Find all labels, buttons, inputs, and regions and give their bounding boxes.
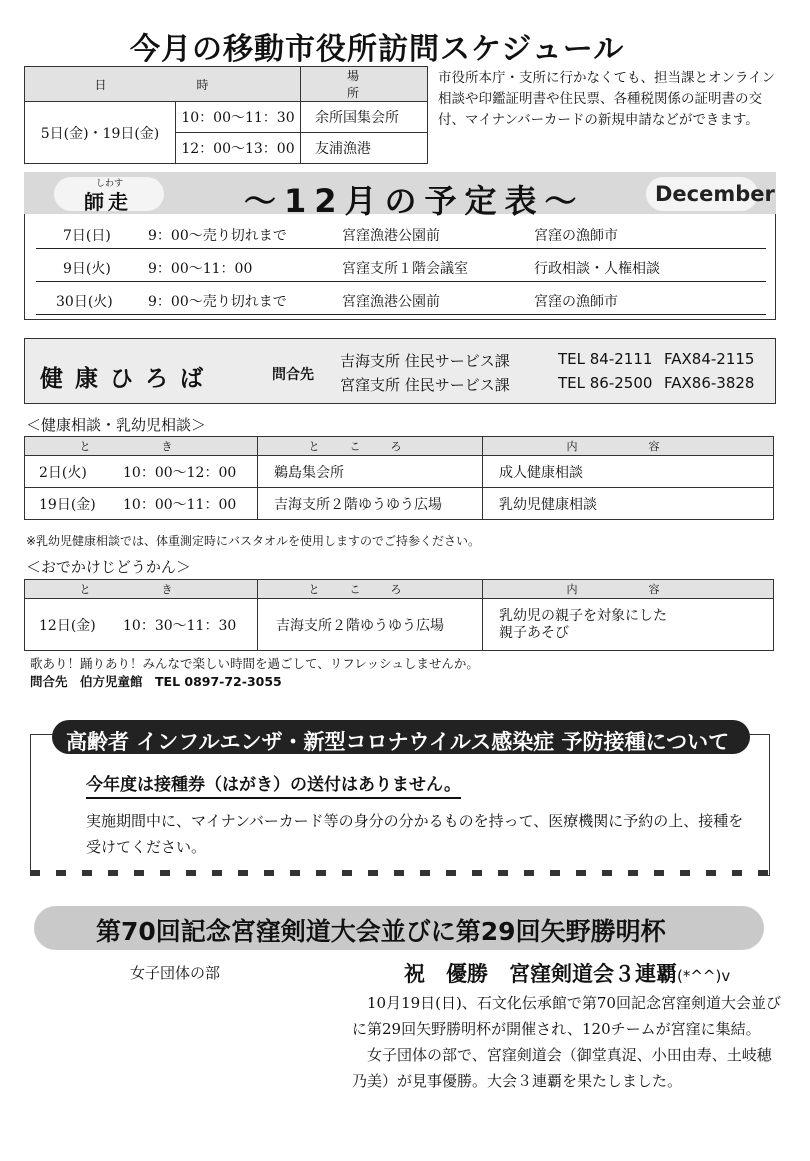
- vaccine-box-dashed-border: [30, 870, 768, 876]
- header-where: ところ: [258, 437, 483, 456]
- vaccine-subheading: 今年度は接種券（はがき）の送付はありません。: [86, 770, 461, 799]
- event-time: 9：00～売り切れまで: [148, 228, 287, 244]
- vaccine-body: 実施期間中に、マイナンバーカード等の身分の分かるものを持って、医療機関に予約の上、接種を受けてください。: [86, 812, 744, 856]
- odekake-time: 10：30～11：30: [123, 617, 237, 634]
- odekake-date: 12日(金): [39, 617, 96, 634]
- event-place: 宮窪支所１階会議室: [342, 261, 468, 277]
- mobile-office-note: 市役所本庁・支所に行かなくても、担当課とオンライン相談や印鑑証明書や住民票、各種税関係の証明書の交付、マイナンバーカードの新規申請などができます。: [438, 70, 776, 128]
- visit-place-1: 余所国集会所: [301, 102, 428, 133]
- header-where: ところ: [258, 580, 483, 599]
- event-name: 行政相談・人権相談: [534, 261, 660, 277]
- list-item: [36, 283, 766, 315]
- odekake-note: 歌あり！踊りあり！みんなで楽しい時間を過ごして、リフレッシュしませんか。: [30, 656, 479, 671]
- event-place: 宮窪漁港公園前: [342, 228, 440, 244]
- kendo-title: 第70回記念宮窪剣道大会並びに第29回矢野勝明杯: [96, 917, 666, 946]
- health-contact-label: 問合先: [272, 367, 314, 383]
- event-date: 9日(火): [63, 261, 111, 277]
- consult-content: 乳幼児健康相談: [483, 488, 774, 520]
- header-when: と き: [25, 437, 258, 456]
- kendo-side-label: 女子団体の部: [130, 964, 221, 982]
- header-content: 内 容: [483, 437, 774, 456]
- consult-time: 10：00～11：00: [123, 496, 237, 513]
- event-time: 9：00～11：00: [148, 261, 253, 277]
- visit-time-1: 10：00～11：30: [176, 102, 301, 133]
- event-name: 宮窪の漁師市: [534, 294, 618, 310]
- odekake-content-line-2: 親子あそび: [499, 624, 569, 641]
- header-when: と き: [25, 580, 258, 599]
- odekake-contact: 問合先 伯方児童館 TEL 0897-72-3055: [30, 674, 282, 689]
- kendo-body: [352, 990, 784, 1094]
- contact-tel-1: TEL 84-2111: [558, 350, 653, 368]
- event-place: 宮窪漁港公園前: [342, 294, 440, 310]
- contact-tel-2: TEL 86-2500: [558, 374, 653, 392]
- kendo-paragraph-2: 女子団体の部で、宮窪剣道会（御堂真浞、小田由寿、土岐穂乃美）が見事優勝。大会３連覇を果たしました。: [352, 1046, 772, 1090]
- table-row: [25, 488, 774, 520]
- odekake-place: 吉海支所２階ゆうゆう広場: [258, 599, 483, 651]
- event-date: 7日(日): [63, 228, 111, 244]
- health-title: 健康ひろば: [40, 366, 215, 392]
- event-date: 30日(火): [56, 294, 113, 310]
- contact-fax-1: FAX84-2115: [664, 350, 755, 368]
- consult-place: 吉海支所２階ゆうゆう広場: [258, 488, 483, 520]
- consult-date: 2日(火): [39, 464, 87, 481]
- consult-content: 成人健康相談: [483, 456, 774, 488]
- contact-office-1: 吉海支所 住民サービス課: [340, 352, 510, 370]
- consult-table: [24, 436, 774, 520]
- odekake-heading: ＜おでかけじどうかん＞: [26, 558, 191, 576]
- contact-fax-2: FAX86-3828: [664, 374, 755, 392]
- kendo-headline: [404, 958, 730, 988]
- visit-dates: 5日(金)・19日(金): [25, 102, 176, 164]
- consult-heading: ＜健康相談・乳幼児相談＞: [26, 416, 207, 434]
- mobile-office-title: 今月の移動市役所訪問スケジュール: [130, 32, 625, 67]
- shiwasu-label: 師走: [84, 190, 132, 214]
- visit-time-2: 12：00～13：00: [176, 133, 301, 164]
- list-item: [36, 250, 766, 282]
- header-content: 内 容: [483, 580, 774, 599]
- kendo-emoticon: (*^^)v: [677, 967, 731, 985]
- mobile-office-table: [24, 66, 450, 164]
- table-row: [25, 599, 774, 651]
- header-date-time: 日 時: [25, 67, 301, 102]
- contact-office-2: 宮窪支所 住民サービス課: [340, 376, 510, 394]
- event-time: 9：00～売り切れまで: [148, 294, 287, 310]
- consult-note: ※乳幼児健康相談では、体重測定時にバスタオルを使用しますのでご持参ください。: [26, 534, 481, 548]
- list-item: [36, 217, 766, 249]
- kendo-paragraph-1: 10月19日(日)、石文化伝承館で第70回記念宮窪剣道大会並びに第29回矢野勝明杯が開催され、120チームが宮窪に集結。: [352, 994, 781, 1038]
- table-row: [25, 456, 774, 488]
- december-label: December: [655, 182, 775, 206]
- odekake-content-line-1: 乳幼児の親子を対象にした: [499, 607, 667, 624]
- shiwasu-ruby: しわす: [96, 179, 124, 189]
- visit-place-2: 友浦漁港: [301, 133, 428, 164]
- vaccine-banner-title: 高齢者 インフルエンザ・新型コロナウイルス感染症 予防接種について: [66, 730, 730, 754]
- consult-time: 10：00～12：00: [123, 464, 237, 481]
- december-title: ～12月の予定表～: [244, 182, 585, 220]
- consult-date: 19日(金): [39, 496, 96, 513]
- odekake-table: [24, 579, 774, 651]
- header-place: 場 所: [301, 67, 428, 102]
- event-name: 宮窪の漁師市: [534, 228, 618, 244]
- kendo-headline-text: 祝 優勝 宮窪剣道会３連覇: [404, 961, 677, 986]
- consult-place: 鵜島集会所: [258, 456, 483, 488]
